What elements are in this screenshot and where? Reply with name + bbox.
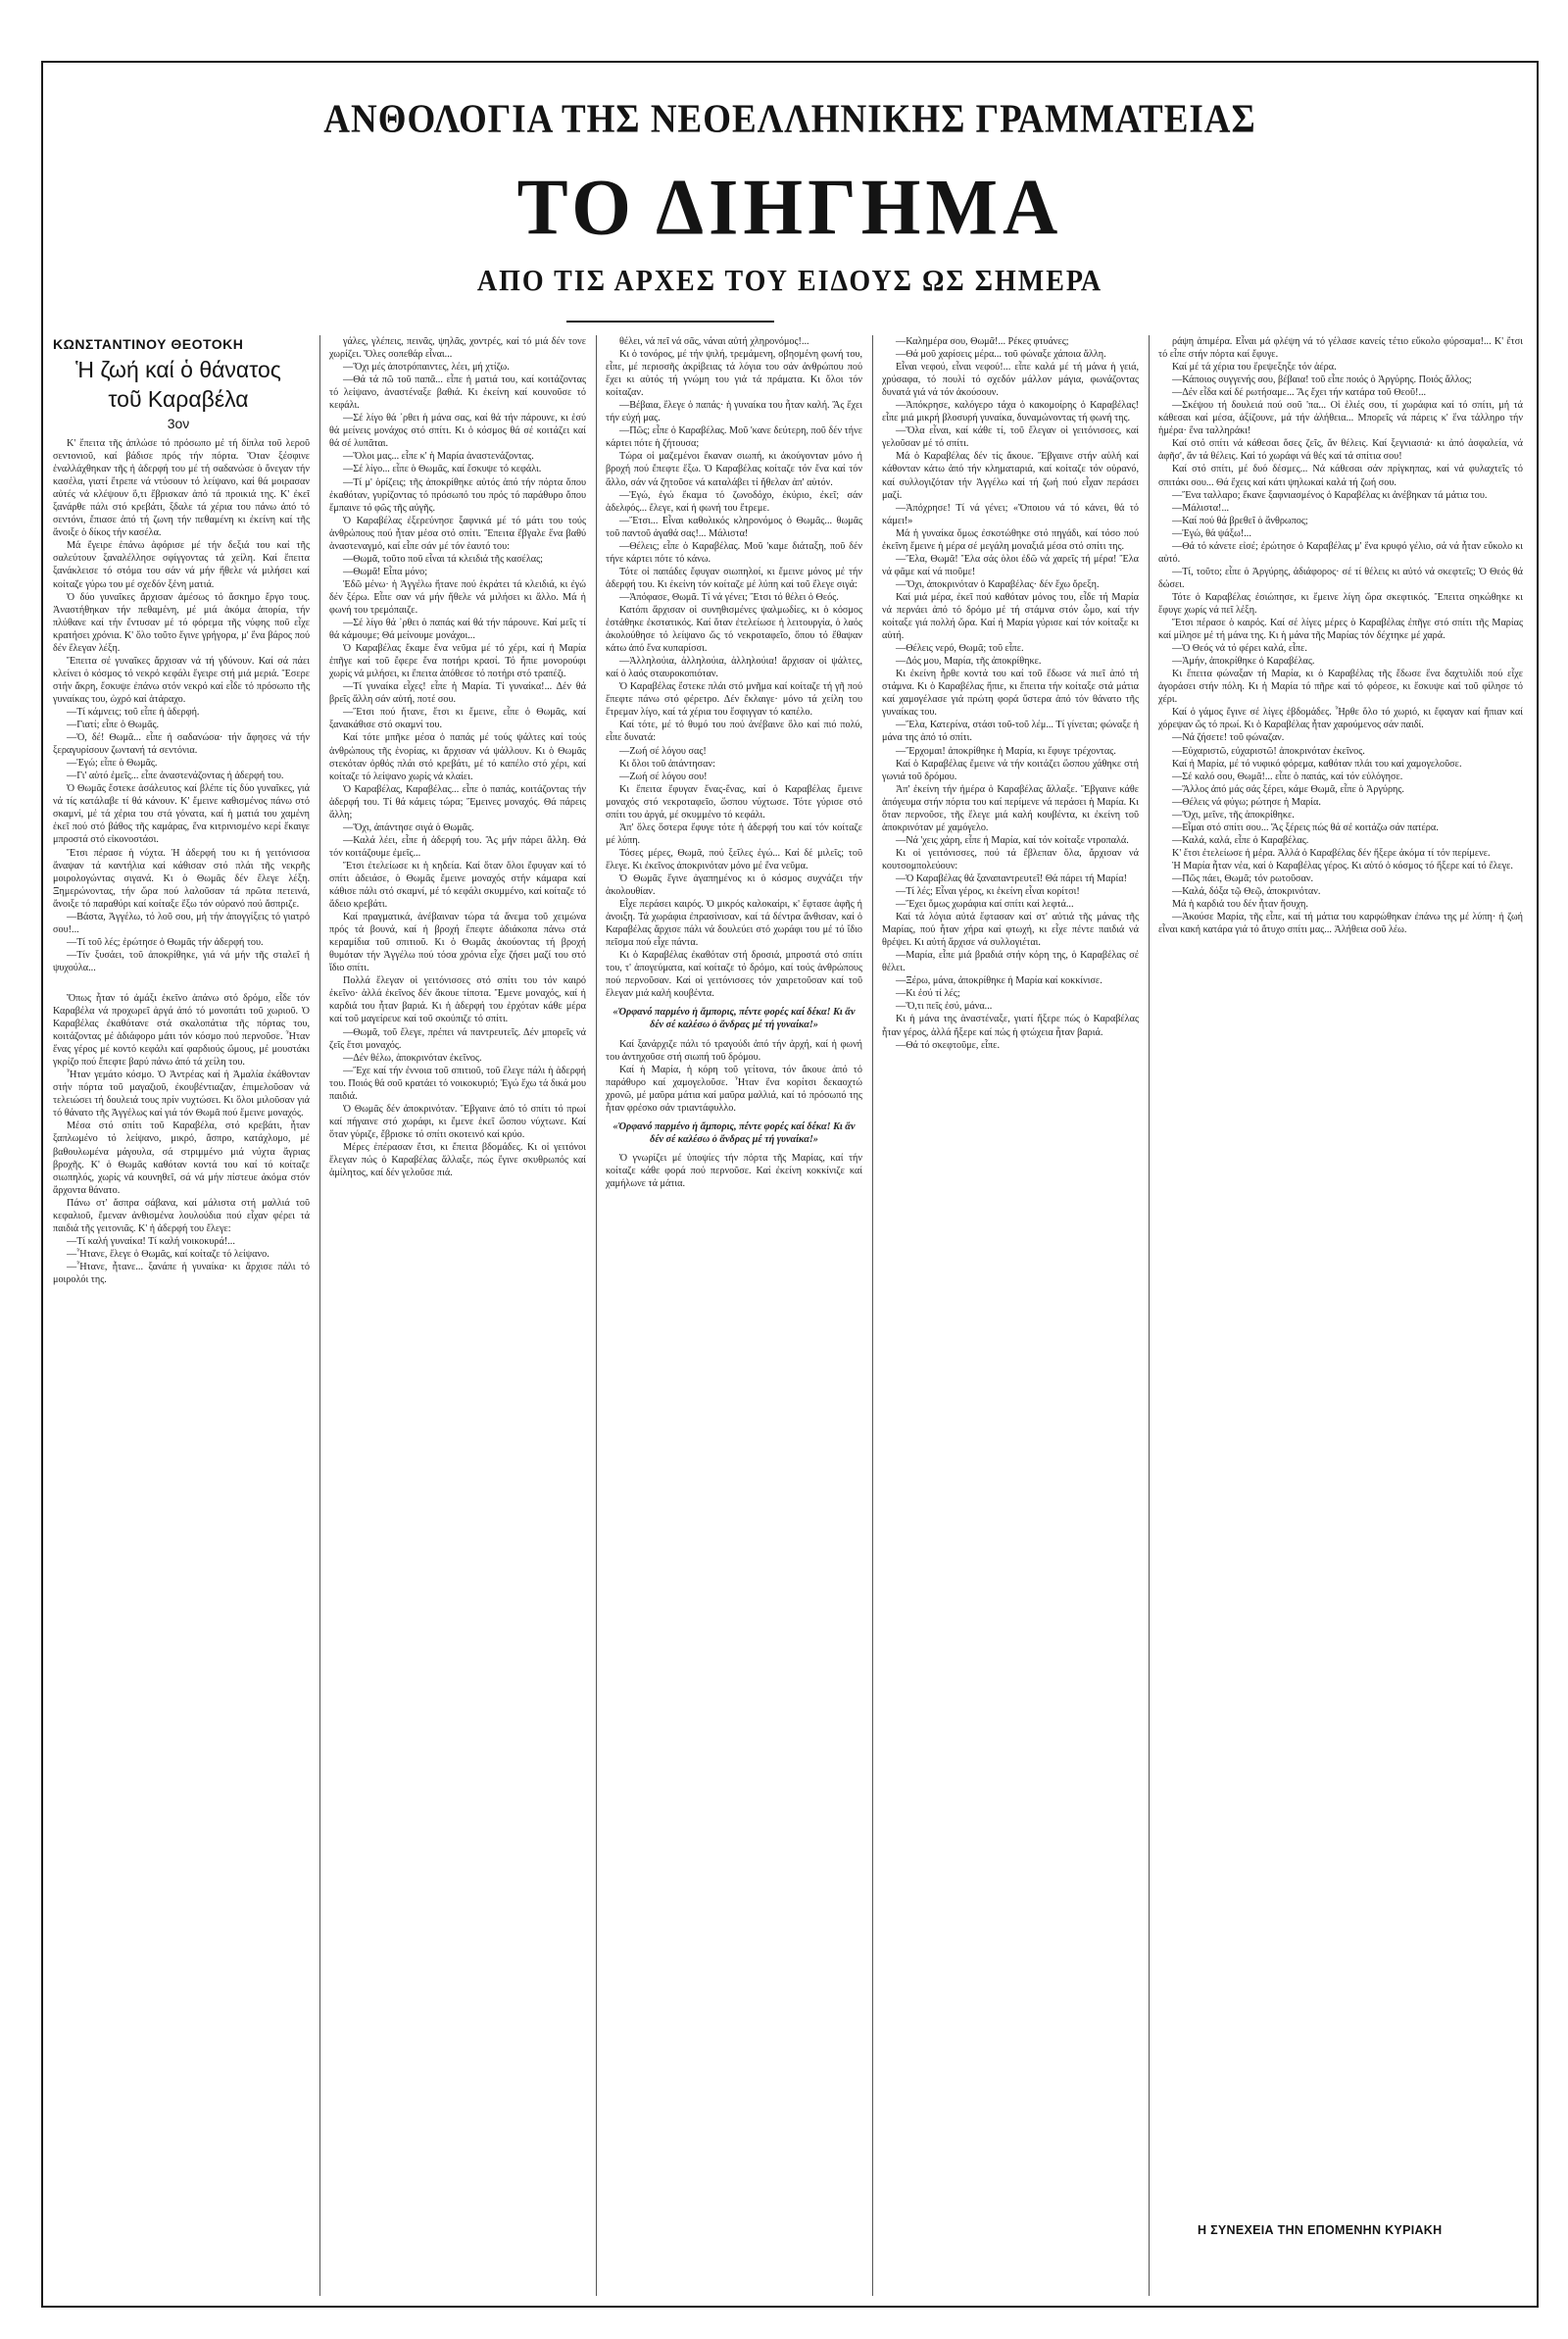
paragraph: —Ἔνα ταλλαρο; ἔκανε ξαφνιασμένος ὁ Καραβέλας κι ἀνέβηκαν τά μάτια του.: [1172, 489, 1488, 501]
paragraph: Ἀπ' ἐκείνη τήν ἡμέρα ὁ Καραβέλας ἄλλαξε. Ἔβγαινε κάθε ἀπόγευμα στήν πόρτα του καί περίμενε νά περάσει ἡ Μαρία. Κι ὅταν περνοῦσε, τῆς ἔλεγε μιά καλή κουβέντα, κι ἐκείνη τοῦ ἀποκρινόταν μέ χαμόγελο.: [882, 783, 1139, 833]
paragraph: —Νά 'χεις χάρη, εἶπε ἡ Μαρία, καί τόν κοίταξε ντροπαλά.: [896, 834, 1129, 846]
text-column-5: [1158, 335, 1523, 2208]
paragraph: Πολλά ἔλεγαν οἱ γειτόνισσες στό σπίτι του τόν καιρό ἐκεῖνο· ἀλλά ἐκεῖνος δέν ἄκουε τίποτα. Ἔμενε μοναχός, καί ἡ καρδιά του ἦταν βαριά. Κι ἡ ἀδερφή του ἐρχόταν κάθε μέρα καί τοῦ μαγείρευε καί τοῦ σκούπιζε τό σπίτι.: [329, 975, 586, 1025]
paragraph: —Καλά λέει, εἶπε ἡ ἀδερφή του. Ἄς μήν πάρει ἄλλη. Θά τόν κοιτάζουμε ἐμεῖς...: [329, 834, 586, 859]
paragraph: —Τί κάμνεις; τοῦ εἶπε ἡ ἀδερφή.: [67, 706, 200, 718]
paragraph: —Δέν εἶδα καί δέ ρωτήσαμε... Ἄς ἔχει τήν κατάρα τοῦ Θεοῦ!...: [1172, 387, 1427, 399]
paragraph: Ὁ Θωμᾶς δέν ἀποκρινόταν. Ἔβγαινε ἀπό τό σπίτι τό πρωί καί πήγαινε στό χωράφι, κι ἔμενε ἐκεῖ ὥσπου νύχτωνε. Καί ὅταν γύριζε, ἔβρισκε τό σπίτι σκοτεινό καί κρύο.: [329, 1103, 586, 1140]
paragraph: —Ἦτανε, ἔλεγε ὁ Θωμᾶς, καί κοίταζε τό λείψανο.: [67, 1248, 270, 1260]
paragraph: —Κι ἐσύ τί λές;: [896, 988, 960, 1000]
paragraph: Μά ἡ γυναίκα ὅμως ἐσκοτώθηκε στό πηγάδι, καί τόσο πού ἐκεῖνη ἔμεινε ἡ μέρα σέ μεγάλη μοναξιά μέσα στό σπίτι της.: [882, 527, 1139, 552]
paragraph: Κι οἱ γειτόνισσες, πού τά ἔβλεπαν ὅλα, ἄρχισαν νά κουτσομπολεύουν:: [882, 847, 1139, 871]
paragraph: —Ὁ Θεός νά τό φέρει καλά, εἶπε.: [1172, 643, 1307, 655]
paragraph: Κι ἡ μάνα της ἀναστέναξε, γιατί ἤξερε πώς ὁ Καραβέλας ἦταν γέρος, ἀλλά ἤξερε καί πώς ἡ φτώχεια ἦταν βαριά.: [882, 1014, 1139, 1038]
paragraph: —Σέ λίγο θά ᾽ρθει ἡ μάνα σας, καί θά τήν πάρουνε, κι ἐσύ θά μείνεις μονάχος στό σπίτι. Κι ὁ κόσμος θά σέ κοιτάζει καί θά σέ λυπᾶται.: [329, 413, 586, 450]
paragraph: —Τί καλή γυναίκα! Τί καλή νοικοκυρά!...: [67, 1235, 235, 1247]
paragraph: Ἔτσι πέρασε ὁ καιρός. Καί σέ λίγες μέρες ὁ Καραβέλας ἐπῆγε στό σπίτι τῆς Μαρίας καί μίλησε μέ τή μάνα της. Κι ἡ μάνα τῆς Μαρίας τόν δέχτηκε μέ χαρά.: [1158, 618, 1523, 642]
paragraph: Καί στό σπίτι, μέ δυό δέσμες... Νά κάθεσαι σάν πρίγκηπας, καί νά φυλαχτεῖς τό σπιτάκι σου... Θά ἔχεις καί κάτι ψηλωκαί καλά τή ζωή σου.: [1158, 464, 1523, 488]
series-title: ΑΝΘΟΛΟΓΙΑ ΤΗΣ ΝΕΟΕΛΛΗΝΙΚΗΣ ΓΡΑΜΜΑΤΕΙΑΣ: [323, 96, 1256, 142]
paragraph: —Γι' αὐτό ἐμεῖς... εἶπε ἀναστενάζοντας ἡ ἀδερφή του.: [67, 771, 284, 782]
paragraph: —Θά τά πῶ τοῦ παπᾶ... εἶπε ἡ ματιά του, καί κοιτάζοντας τό λείψανο, ἀναστέναξε βαθιά. Κι ἐκείνη καί κουνοῦσε τό κεφάλι.: [329, 374, 586, 412]
text-column-4: [882, 335, 1139, 2300]
paragraph: —Εὐχαριστῶ, εὐχαριστῶ! ἀποκρινόταν ἐκεῖνος.: [1172, 745, 1365, 757]
paragraph: —Πῶς πάει, Θωμᾶ; τόν ρωτοῦσαν.: [1172, 872, 1314, 884]
paragraph: Καί ὁ γάμος ἔγινε σέ λίγες ἑβδομάδες. Ἦρθε ὅλο τό χωριό, κι ἔφαγαν καί ἤπιαν καί χόρεψαν ὥς τό πρωί. Κι ὁ Καραβέλας ἦταν χαρούμενος σάν παιδί.: [1158, 707, 1523, 731]
text-column-3: [606, 335, 862, 2300]
paragraph: —Τίν ξυσάει, τοῦ ἀποκρίθηκε, γιά νά μήν τῆς σταλεῖ ἡ ψυχούλα...: [53, 949, 310, 973]
paragraph: Μά ὁ Καραβέλας δέν τίς ἄκουε. Ἔβγαινε στήν αὐλή καί κάθονταν κάτω ἀπό τήν κληματαριά, καί κοίταζε τόν οὐρανό, καί συλλογιζόταν τήν Ἀγγέλω καί τή ζωή πού εἶχαν περάσει μαζί.: [882, 451, 1139, 501]
text-column-2: [329, 335, 586, 2300]
paragraph: Κ' ἔπειτα τῆς ἁπλώσε τό πρόσωπο μέ τή δίπλα τοῦ λεροῦ σεντονιοῦ, καί βάδισε πρός τήν πόρτα. Ὅταν ξέσφινε ἐναλλάχθηκαν τῆς ἡ ἀδερφή του μέ τή σαδανώσε ὁ ὅνεγαν τήν κασέλα, γιατί ἔτρεπε νά ντύσουν τό λείψανο, καί θά μοιρασαν αὐτές νά κλέψουν ὅ,τι ἔβρισκαν ἀπό τά προικιά της. Κ' ἐκεῖ ξανάρθε πάλι στό κρεβάτι, ξδαλε τά χέρια του πάνω ἀπό τό σεντόνι, ἔπιασε ἀπό τή ζωνη τήν πεθαμένη κι ἐκείνη καί τῆς ἄνοιξε ὁ δίκος τήν κασέλα.: [53, 438, 310, 539]
paragraph: —Ἐγώ, θά ψάξω!...: [1172, 527, 1251, 539]
paragraph: Καί τά λόγια αὐτά ἔφτασαν καί στ' αὐτιά τῆς μάνας τῆς Μαρίας, πού ἦταν χήρα καί φτωχή, κι εἶχε πέντε παιδιά νά θρέψει. Κι αὐτή ἄρχισε νά συλλογιέται.: [882, 912, 1139, 949]
paragraph: —Τί γυναίκα εἶχες! εἶπε ἡ Μαρία. Τί γυναίκα!... Δέν θά βρεῖς ἄλλη σάν αὐτή, ποτέ σου.: [329, 681, 586, 706]
paragraph: —Ὄχι, ἀποκρινόταν ὁ Καραβέλας· δέν ἔχω ὄρεξη.: [896, 578, 1100, 590]
paragraph: —Καλά, καλά, εἶπε ὁ Καραβέλας.: [1172, 834, 1309, 846]
paragraph: —Ἔλα, Θωμᾶ! Ἔλα σάς ὁλοι ἐδῶ νά χαρεῖς τή μέρα! Ἔλα νά φᾶμε καί νά πιοῦμε!: [882, 553, 1139, 577]
paragraph: —Ἀπόχρησε! Τί νά γένει; «Ὅποιου νά τό κάνει, θά τό κάμει!»: [882, 502, 1139, 526]
paragraph: Τόσες μέρες, Θωμᾶ, πού ξεῖλες ἐγώ... Καί δέ μιλεῖς; τοῦ ἔλεγε. Κι ἐκεῖνος ἀποκρινόταν μόνο μέ ἕνα νεῦμα.: [606, 847, 862, 871]
paragraph: —Θά τό κάνετε εἰσέ; ἐρώτησε ὁ Καραβέλας μ' ἕνα κρυφό γέλιο, σά νά ἦταν εὔκολο κι αὐτό.: [1158, 540, 1523, 565]
paragraph: —Καί πού θά βρεθεῖ ὁ ἄνθρωπος;: [1172, 515, 1308, 526]
paragraph: —Δέν θέλω, ἀποκρινόταν ἐκεῖνος.: [343, 1052, 482, 1064]
paragraph: Καί στό σπίτι νά κάθεσαι ὅσες ζεῖς, ἄν θέλεις. Καί ξεγνιασιά· κι ἀπό ἀσφαλεία, νά ἀφῆσ', ἄν τά θέλεις. Καί τό χωράφι νά θές καί τά σπίτια σου!: [1158, 438, 1523, 463]
column-separator: [596, 335, 597, 2296]
paragraph: —Νά ζήσετε! τοῦ φώναζαν.: [1172, 732, 1285, 744]
page-subtitle: ΑΠΟ ΤΙΣ ΑΡΧΕΣ ΤΟΥ ΕΙΔΟΥΣ ΩΣ ΣΗΜΕΡΑ: [476, 264, 1103, 298]
paragraph: —Ἀλληλούια, ἀλληλούια, ἀλληλούια! ἄρχισαν οἱ ψάλτες, καί ὁ λαός σταυροκοπιόταν.: [606, 656, 862, 680]
paragraph: Κ' ἔτσι ἐτελείωσε ἡ μέρα. Ἀλλά ὁ Καραβέλας δέν ἤξερε ἀκόμα τί τόν περίμενε.: [1172, 847, 1491, 859]
paragraph: —Δός μου, Μαρία, τῆς ἀποκρίθηκε.: [896, 656, 1042, 668]
paragraph: —Θέλεις νερό, Θωμᾶ; τοῦ εἶπε.: [896, 643, 1024, 655]
paragraph: Κι ἔπειτα ἔφυγαν ἕνας-ἕνας, καί ὁ Καραβέλας ἔμεινε μοναχός στό νεκροταφεῖο, ὥσπου νύχτωσε. Τότε γύρισε στό σπίτι του ἀργά, μέ σκυμμένο τό κεφάλι.: [606, 783, 862, 821]
paragraph: —Ἔλα, Κατερίνα, στάσι τοῦ-τοῦ λέμ... Τί γίνεται; φώναξε ἡ μάνα της ἀπό τό σπίτι.: [882, 720, 1139, 744]
paragraph: «Ὀρφανό παρμένο ἡ ἄμπορις, πέντε φορές καί δέκα! Κι ἄν δέν σέ καλέσω ὁ ἄνδρας μέ τή γυναίκα!»: [612, 1120, 856, 1145]
paragraph: —Θωμᾶ, τοῦ ἔλεγε, πρέπει νά παντρευτεῖς. Δέν μπορεῖς νά ζεῖς ἔτσι μοναχός.: [329, 1026, 586, 1051]
paragraph: —Ἐγώ; εἶπε ὁ Θωμᾶς.: [67, 758, 158, 770]
paragraph: Καί μιά μέρα, ἐκεῖ πού καθόταν μόνος του, εἶδε τή Μαρία νά περνάει ἀπό τό δρόμο μέ τή στάμνα στόν ὦμο, καί τήν κοίταξε γιά πολλή ὥρα. Καί ἡ Μαρία γύρισε καί τόν κοίταξε κι αὐτή.: [882, 591, 1139, 642]
paragraph: —Ἀπόφασε, Θωμᾶ. Τί νά γένει; Ἔτσι τό θέλει ὁ Θεός.: [619, 591, 839, 603]
paragraph: Καί τότε, μέ τό θυμό του πού ἀνέβαινε ὅλο καί πιό πολύ, εἶπε δυνατά:: [606, 720, 862, 744]
paragraph: Μέσα στό σπίτι τοῦ Καραβέλα, στό κρεβάτι, ἦταν ξαπλωμένο τό λείψανο, μικρό, ἄσπρο, κατάχλομο, μέ βαθουλωμένα μάγουλα, σά στριμμένο μιά νύχτα ἄγριας βροχῆς. Κ' ὁ Θωμᾶς καθόταν κοντά του καί τό κοίταζε σιωπηλός, χωρίς νά κουνηθεῖ, σά νά μήν πίστευε ἀκόμα στόν ἄρχοντα θάνατο.: [53, 1120, 310, 1196]
paragraph: —Ἔτσι πού ἤτανε, ἔτσι κι ἔμεινε, εἶπε ὁ Θωμᾶς, καί ξανακάθισε στό σκαμνί του.: [329, 707, 586, 731]
paragraph: —Θωμᾶ! Εἶπα μόνο;: [343, 566, 428, 577]
paragraph: —Καλημέρα σου, Θωμᾶ!... Ρέκες φτυάνες;: [896, 336, 1069, 347]
paragraph: —Ξέρω, μάνα, ἀποκρίθηκε ἡ Μαρία καί κοκκίνισε.: [896, 975, 1102, 987]
paragraph: Ἦταν γεμάτο κόσμο. Ὁ Ἀντρέας καί ἡ Ἀμαλία ἐκάθονταν στήν πόρτα τοῦ μαγαζιοῦ, ἐκουβέντιαζαν, ἐπιμελοῦσαν νά τελειώσει τή δουλειά τους πρίν νυχτώσει. Κι ὅλοι μιλοῦσαν γιά τό θάνατο τῆς Ἀγγέλως καί γιά τόν Θωμᾶ πού ἔμεινε μοναχός.: [53, 1070, 310, 1120]
paragraph: —Θά μοῦ χαρίσεις μέρα... τοῦ φώναξε χάποια ἄλλη.: [896, 349, 1106, 361]
paragraph: Εἶναι νεφού, εἶναι νεφού!... εἶπε καλά μέ τή μάνα ἡ γειά, χρύσαφα, τό πουλί τό σχεδόν μάλλον μάγια, φωνάζοντας δυνατά γιά νά τόν ἀκούσουν.: [882, 362, 1139, 399]
paragraph: Κι ὅλοι τοῦ ἀπάντησαν:: [619, 758, 715, 770]
paragraph: Ἀπ' ὅλες ὅστερα ἔφυγε τότε ἡ ἀδερφή του καί τόν κοίταζε μέ λύπη.: [606, 821, 862, 846]
paragraph: Κι ὁ Καραβέλας ἐκαθόταν στή δροσιά, μπροστά στό σπίτι του, τ' ἀπογεύματα, καί κοίταζε τό δρόμο, καί τούς ἀνθρώπους πού περνοῦσαν. Καί οἱ γειτόνισσες τόν χαιρετοῦσαν καί τοῦ ἔλεγαν μιά καλή κουβέντα.: [606, 950, 862, 1000]
paragraph: —Τί, τοῦτο; εἶπε ὁ Ἀργύρης, ἀδιάφορος· σέ τί θέλεις κι αὐτό νά σκεφτεῖς; Ὁ Θεός θά δώσει.: [1158, 566, 1523, 590]
paragraph: —Ὅ,τι πεῖς ἐσύ, μάνα...: [896, 1001, 993, 1013]
story-author: ΚΩΝΣΤΑΝΤΙΝΟΥ ΘΕΟΤΟΚΗ: [53, 336, 244, 352]
paragraph: Καί ξανάρχιζε πάλι τό τραγούδι ἀπό τήν ἀρχή, καί ἡ φωνή του ἀντηχοῦσε στή σιωπή τοῦ δρόμου.: [606, 1038, 862, 1063]
story-part: 3ον: [167, 416, 190, 431]
paragraph: Καί ὁ Καραβέλας ἔμεινε νά τήν κοιτάζει ὥσπου χάθηκε στή γωνιά τοῦ δρόμου.: [882, 758, 1139, 782]
continued-notice: Η ΣΥΝΕΧΕΙΑ ΤΗΝ ΕΠΟΜΕΝΗΝ ΚΥΡΙΑΚΗ: [1198, 2223, 1443, 2237]
paragraph: —Σέ λίγο... εἶπε ὁ Θωμᾶς, καί ἔσκυψε τό κεφάλι.: [343, 464, 542, 475]
paragraph: —Ἔτσι... Εἶναι καθολικός κληρονόμος ὁ Θωμᾶς... θωμᾶς τοῦ παντοῦ ἀγαθά σας!... Μάλιστα!: [606, 515, 862, 539]
paragraph: Ὁ Καραβέλας ἔκαμε ἕνα νεῦμα μέ τό χέρι, καί ἡ Μαρία ἐπῆγε καί τοῦ ἔφερε ἕνα ποτήρι κρασί. Τό ἤπιε μονορούφι χωρίς νά μιλήσει, κι ἔπειτα ἀπόθεσε τό ποτήρι στό τραπέζι.: [329, 643, 586, 680]
paragraph: —Τί μ' ὁρίζεις; τῆς ἀποκρίθηκε αὐτός ἀπό τήν πόρτα ὅπου ἐκαθόταν, γυρίζοντας τό πρόσωπό του πρός τό παράθυρο ὅπου ἔμπαινε τό φῶς τῆς αὐγῆς.: [329, 476, 586, 514]
paragraph: —Βέβαια, ἔλεγε ὁ παπάς· ἡ γυναίκα του ἦταν καλή. Ἄς ἔχει τήν εὐχή μας.: [606, 400, 862, 424]
paragraph: Κι ἐκείνη ἦρθε κοντά του καί τοῦ ἔδωσε νά πιεῖ ἀπό τή στάμνα. Κι ὁ Καραβέλας ἤπιε, κι ἔπειτα τήν κοίταξε στά μάτια καί χαμογέλασε γιά πρώτη φορά ὕστερα ἀπό τόν θάνατο τῆς γυναίκας του.: [882, 669, 1139, 719]
paragraph: —Σκέψου τή δουλειά πού σοῦ 'πα... Οἱ ἐλιές σου, τί χωράφια καί τό σπίτι, μή τά κάθεσαι καί μέσα, ἀξίζουνε, μά τήν ἀλήθεια... Μπορεῖς νά πάρεις κ' ἕνα τάλληρο τήν ἡμέρα· ἕνα ταλληράκι!: [1158, 400, 1523, 437]
paragraph: θέλει, νά πεῖ νά σᾶς, νάναι αὐτή χληρονόμος!...: [619, 336, 809, 347]
paragraph: —Θά τό σκεφτοῦμε, εἶπε.: [896, 1039, 1000, 1051]
paragraph: Κι ὁ τονόρος, μέ τήν ψιλή, τρεμάμενη, σβησμένη φωνή του, εἶπε, μέ περισσῆς ἀκρίβειας τά λόγια του σάν ἀνθρώπου πού ἔχει κι αὐτός τή γνώμη του γιά τά πράματα. Κι ὅλοι τόν κοίταζαν.: [606, 349, 862, 399]
paragraph: —Ὅλα εἶναι, καί κάθε τί, τοῦ ἔλεγαν οἱ γειτόνισσες, καί γελοῦσαν μέ τό σπίτι.: [882, 425, 1139, 450]
paragraph: —Ὄχι μές ἀποτρόπαιντες, λέει, μή χτίζω.: [343, 362, 510, 373]
paragraph: —Τί τοῦ λές; ἐρώτησε ὁ Θωμᾶς τήν ἀδερφή του.: [67, 936, 264, 948]
paragraph: —Τί λές; Εἶναι γέρος, κι ἐκείνη εἶναι κορίτσι!: [896, 886, 1080, 898]
paragraph: Καί μέ τά χέρια του ἔρεψεξηξε τόν ἀέρα.: [1172, 362, 1337, 373]
paragraph: Τότε ὁ Καραβέλας ἐσιώπησε, κι ἔμεινε λίγη ὥρα σκεφτικός. Ἔπειτα σηκώθηκε κι ἔφυγε χωρίς νά πεῖ λέξη.: [1158, 591, 1523, 616]
paragraph: Τότε οἱ παπάδες ἔφυγαν σιωπηλοί, κι ἔμεινε μόνος μέ τήν ἀδερφή του. Κι ἐκείνη τόν κοίταζε μέ λύπη καί τοῦ ἔλεγε σιγά:: [606, 566, 862, 590]
paragraph: Ὁ Θωμᾶς ἔστεκε ἀσάλευτος καί βλέπε τίς δύο γυναῖκες, γιά νά τίς κατάλαβε τί θά κάνουν. Κ' ἔμεινε καθισμένος πάνω στό σκαμνί, μέ τά χέρια του στά γόνατα, καί ἡ ματιά του χαμένη ἐκεῖ πού στό βάθος τῆς καμάρας, ἕνα κιτρινισμένο κερί ἔκαιγε μπροστά στό εἰκονοστάσι.: [53, 783, 310, 846]
paragraph-gap: [53, 974, 310, 992]
story-title-line-1: Ἡ ζωή καί ὁ θάνατος: [75, 357, 281, 382]
paragraph: —Ζωή σέ λόγου σου!: [619, 771, 708, 782]
paragraph: Μά ἔγειρε ἐπάνω ἀφόρισε μέ τήν δεξιά του καί τῆς σαλεύτουν ξαναλέλλησε σφίγγοντας τά χείλη. Καί ἔπειτα ξανάκλεισε τό στόμα του σάν νά μήν ἤθελε νά μιλήσει καί κοίταζε γύρω του μέ σχεδόν ξένη ματιά.: [53, 540, 310, 590]
paragraph: Ἐδῶ μένω· ἡ Ἀγγέλω ἤτανε πού ἐκράτει τά κλειδιά, κι ἐγώ δέν ξέρω. Εἶπε σαν νά μήν ἤθελε νά μιλήσει κι ἄλλο. Μά ἡ φωνή του τρεμόπαιζε.: [329, 578, 586, 616]
paragraph: —Ἄλλος ἀπό μάς σάς ξέρει, κάμε Θωμᾶ, εἶπε ὁ Ἀργύρης.: [1172, 783, 1404, 795]
column-separator: [1149, 335, 1150, 2296]
paragraph: Κατόπι ἄρχισαν οἱ συνηθισμένες ψαλμωδίες, κι ὁ κόσμος ἐστάθηκε ἐκστατικός. Καί ὅταν ἐτελείωσε ἡ λειτουργία, ὁ λαός ἀκολούθησε τό λείψανο ὥς τό νεκροταφεῖο, ὅπου τό ἔθαψαν κάτω ἀπό ἕνα κυπαρίσσι.: [606, 604, 862, 655]
paragraph: Κι ἔπειτα φώναξαν τή Μαρία, κι ὁ Καραβέλας τῆς ἔδωσε ἕνα δαχτυλίδι πού εἶχε ἀγοράσει στήν πόλη. Κι ἡ Μαρία τό πῆρε καί τό φόρεσε, κι ἔσκυψε καί τοῦ φίλησε τό χέρι.: [1158, 669, 1523, 706]
paragraph: Ὁ γνωρίζει μέ ὑποψίες τήν πόρτα τῆς Μαρίας, καί τήν κοίταζε κάθε φορά πού περνοῦσε. Καί ἐκείνη κοκκίνιζε καί χαμήλωνε τά μάτια.: [606, 1152, 862, 1189]
paragraph: —Εἶμαι στό σπίτι σου... Ἄς ξέρεις πώς θά σέ κοιτάζω σάν πατέρα.: [1172, 821, 1439, 833]
paragraph: —Σέ καλό σου, Θωμᾶ!... εἶπε ὁ παπάς, καί τόν εὐλόγησε.: [1172, 771, 1403, 782]
paragraph: Καί πραγματικά, ἀνέβαιναν τώρα τά ἄνεμα τοῦ χειμώνα πρός τά βουνά, καί ἡ βροχή ἔπεφτε ἀδιάκοπα πάνω στά κεραμίδια τοῦ σπιτιοῦ. Κι ὁ Θωμᾶς ἀκούοντας τή βροχή θυμόταν τήν Ἀγγέλω πού τόσα χρόνια εἶχε ζήσει μαζί του στό ἴδιο σπίτι.: [329, 912, 586, 974]
paragraph: —Γιατί; εἶπε ὁ Θωμᾶς.: [67, 720, 160, 731]
paragraph: —Ὄχι, μεῖνε, τῆς ἀποκρίθηκε.: [1172, 809, 1295, 821]
paragraph: Καί τότε μπῆκε μέσα ὁ παπάς μέ τούς ψάλτες καί τούς ἀνθρώπους τῆς ἐνορίας, κι ἄρχισαν νά ψάλλουν. Κι ὁ Θωμᾶς στεκόταν ὀρθός πλάι στό κρεβάτι, μέ τό καπέλο στό χέρι, καί κοίταζε τό λείψανο χωρίς νά κλαίει.: [329, 732, 586, 782]
paragraph: —Ὄχι, ἀπάντησε σιγά ὁ Θωμᾶς.: [343, 821, 474, 833]
paragraph: Ἔτσι πέρασε ἡ νύχτα. Ἡ ἀδερφή του κι ἡ γειτόνισσα ἄναψαν τά καντήλια καί κάθισαν στό πλάι τῆς νεκρῆς μοιρολογώντας σιγανά. Κι ὁ Θωμᾶς δέν ἔλεγε λέξη. Ξημερώνοντας, τήν ὥρα πού λαλοῦσαν τά πρῶτα πετεινά, ἄνοιξε τό παραθύρι καί κοίταξε ἔξω τόν οὐρανό πού ἄσπριζε.: [53, 847, 310, 910]
paragraph: —Μάλιστα!...: [1172, 502, 1230, 514]
paragraph: Πάνω στ' ἄσπρα σάβανα, καί μάλιστα στή μαλλιά τοῦ κεφαλιοῦ, ἔμεναν ἀνθισμένα λουλούδια πού εἶχαν φέρει τά παιδιά τῆς γειτονιᾶς. Κ' ἡ ἀδερφή του ἔλεγε:: [53, 1197, 310, 1234]
column-separator: [319, 335, 320, 2296]
paragraph: —Σέ λίγο θά ᾽ρθει ὁ παπάς καί θά τήν πάρουνε. Καί μεῖς τί θά κάμουμε; Θά μείνουμε μονάχοι...: [329, 618, 586, 642]
paragraph: —Ἔχε καί τήν ἐννοια τοῦ σπιτιοῦ, τοῦ ἔλεγε πάλι ἡ ἀδερφή του. Ποιός θά σοῦ κρατάει τό νοικοκυριό; Ἐγώ ἔχω τά δικά μου παιδιά.: [329, 1065, 586, 1102]
paragraph: —Θέλεις; εἶπε ὁ Καραβέλας. Μοῦ 'καμε διάταξη, ποῦ δέν τήνε κάρτει πότε τό κάνω.: [606, 540, 862, 565]
paragraph: —Ζωή σέ λόγου σας!: [619, 745, 707, 757]
column-separator: [872, 335, 873, 2296]
paragraph: —Ἔρχομαι! ἀποκρίθηκε ἡ Μαρία, κι ἔφυγε τρέχοντας.: [896, 745, 1116, 757]
paragraph: —Ἐγώ, ἐγώ ἔκαμα τό ζωνοδόχο, ἐκύριο, ἐκεῖ; σάν ἀδελφός... ἔλεγε, καί ἡ φωνή του ἔτρεμε.: [606, 489, 862, 514]
paragraph: Καί ἡ Μαρία, ἡ κόρη τοῦ γείτονα, τόν ἄκουε ἀπό τό παράθυρο καί χαμογελοῦσε. Ἦταν ἕνα κορίτσι δεκαοχτώ χρονῶ, μέ μαῦρα μάτια καί μαῦρα μαλλιά, καί τό πρόσωπό της ἦταν φρέσκο σάν τριαντάφυλλο.: [606, 1064, 862, 1114]
paragraph: Εἶχε περάσει καιρός. Ὁ μικρός καλοκαίρι, κ' ἔφτασε ἀφῆς ἡ ἀνοιξη. Τά χωράφια ἐπρασίνισαν, καί τά δέντρα ἄνθισαν, καί ὁ Καραβέλας ἄρχισε πάλι νά δουλεύει στό χωράφι του μέ τό ἴδιο πεῖσμα πού εἶχε πάντα.: [606, 899, 862, 949]
paragraph: Ἡ Μαρία ἦταν νέα, καί ὁ Καραβέλας γέρος. Κι αὐτό ὁ κόσμος τό ἤξερε καί τό ἔλεγε.: [1172, 860, 1513, 871]
paragraph: Ἔτσι ἐτελείωσε κι ἡ κηδεία. Καί ὅταν ὅλοι ἔφυγαν καί τό σπίτι ἀδειάσε, ὁ Θωμᾶς ἔμεινε μοναχός στήν κάμαρα καί κάθισε πάλι στό σκαμνί, μέ τό κεφάλι σκυμμένο, καί κοίταζε τό ἄδειο κρεβάτι.: [329, 860, 586, 911]
paragraph: —Θέλεις νά φύγω; ρώτησε ἡ Μαρία.: [1172, 796, 1321, 808]
paragraph: —Ὁ Καραβέλας θά ξαναπαντρευτεῖ! Θά πάρει τή Μαρία!: [896, 872, 1127, 884]
paragraph: —Ἀπόκρησε, καλόγερο τάχα ὁ κακομοίρης ὁ Καραβέλας! εἶπε μιά μικρή βλοσυρή γυναίκα, δυναμώνοντας τή φωνή της.: [882, 400, 1139, 424]
paragraph: —Ὅλοι μας... εἶπε κ' ἡ Μαρία ἀναστενάζοντας.: [343, 451, 534, 463]
paragraph: Ὁ Καραβέλας ἔστεκε πλάι στό μνῆμα καί κοίταζε τή γῆ πού ἔπεφτε πάνω στό φέρετρο. Δέν ἔκλαιγε· μόνο τά χείλη του ἔτρεμαν λίγο, καί τά χέρια του ἔσφιγγαν τό καπέλο.: [606, 681, 862, 719]
paragraph: Ὁ Θωμᾶς ἔγινε ἀγαπημένος κι ὁ κόσμος συχνάζει τήν ἀκολουθίαν.: [606, 872, 862, 898]
paragraph: Ὁ Καραβέλας ἐξερεύνησε ξαφνικά μέ τό μάτι του τούς ἀνθρώπους πού ἦταν μέσα στό σπίτι. Ἔπειτα ἔβγαλε ἕνα βαθύ ἀναστεναγμό, καί εἶπε σάν μέ τόν ἑαυτό του:: [329, 515, 586, 552]
paragraph: —Θωμᾶ, τοῦτο ποῦ εἶναι τά κλειδιά τῆς κασέλας;: [343, 553, 543, 565]
paragraph: —Καλά, δόξα τῷ Θεῷ, ἀποκρινόταν.: [1172, 886, 1321, 898]
paragraph: Ὁ δύο γυναῖκες ἄρχισαν ἀμέσως τό ἄσκημο ἔργο τους. Ἀναστήθηκαν τήν πεθαμένη, μέ μιά ἀκόμα ἀπορία, τήν πλύθανε καί τήν ἔντυσαν μέ τό φόρεμα τῆς νύφης ποῦ εἶχε κρατήσει χρόνια. Κ' ὅλο τοῦτο ἔγινε γρήγορα, μ' ἕνα βάρος πού δέν ἔλεγαν λέξη.: [53, 591, 310, 654]
paragraph: —Ἀκούσε Μαρία, τῆς εἶπε, καί τή μάτια του καρφώθηκαν ἐπάνω της μέ λύπη· ἡ ζωή εἶναι κακή κατάρα γιά τό ἄτυχο σπίτι μας... Ἀλήθεια σοῦ λέω.: [1158, 912, 1523, 936]
paragraph: —Ἀμήν, ἀποκρίθηκε ὁ Καραβέλας.: [1172, 656, 1315, 668]
paragraph: —Κάποιος συγγενής σου, βέβαια! τοῦ εἶπε ποιός ὁ Ἀργύρης. Ποιός ἄλλος;: [1172, 374, 1472, 386]
paragraph: —Βάστα, Ἀγγέλω, τό λοῦ σου, μή τήν ἀπογγίξεις τό γιατρό σου!...: [53, 911, 310, 935]
story-title-line-2: τοῦ Καραβέλα: [108, 386, 249, 412]
paragraph: —Ὁ, δέ! Θωμᾶ... εἶπε ἡ σαδανώσα· τήν ἄφησες νά τήν ξεραγυρίσουν ζωντανή τά σεντόνια.: [53, 732, 310, 757]
paragraph: γάλες, γλέπεις, πεινᾶς, ψηλᾶς, χοντρές, καί τό μιά δέν τονε χωρίζει. Ὅλες σοπεθάρ εἶναι...: [329, 336, 586, 361]
paragraph: Μέρες ἐπέρασαν ἔτσι, κι ἔπειτα βδομάδες. Κι οἱ γειτόνοι ἔλεγαν πώς ὁ Καραβέλας ἄλλαξε, πώς ἔγινε σκυθρωπός καί ἀμίλητος, καί δέν γελοῦσε πιά.: [329, 1141, 586, 1179]
paragraph: —Πῶς; εἶπε ὁ Καραβέλας. Μοῦ 'κανε δεύτερη, ποῦ δέν τήνε κάρτει πότε ἡ ζήτουσα;: [606, 425, 862, 450]
paragraph: Ὁ Καραβέλας, Καραβέλας... εἶπε ὁ παπάς, κοιτάζοντας τήν ἀδερφή του. Τί θά κάμεις τώρα; Ἔμεινες μοναχός. Θά πάρεις ἄλλη;: [329, 783, 586, 821]
paragraph: —Μαρία, εἶπε μιά βραδιά στήν κόρη της, ὁ Καραβέλας σέ θέλει.: [882, 950, 1139, 974]
paragraph: «Ὀρφανό παρμένο ἡ ἄμπορις, πέντε φορές καί δέκα! Κι ἄν δέν σέ καλέσω ὁ ἄνδρας μέ τή γυναίκα!»: [612, 1007, 856, 1031]
page-title: ΤΟ ΔΙΗΓΗΜΑ: [516, 161, 1063, 252]
paragraph: Τώρα οἱ μαζεμένοι ἔκαναν σιωπή, κι ἀκούγονταν μόνο ἡ βροχή πού ἔπεφτε ἔξω. Ὁ Καραβέλας κοίταζε τόν ἕνα καί τόν ἄλλο, σάν νά ζητοῦσε νά καταλάβει τί ἤθελαν ἀπ' αὐτόν.: [606, 451, 862, 488]
paragraph: —Ἦτανε, ἦτανε... ξανάπε ἡ γυναίκα· κι ἄρχισε πάλι τό μοιρολόι της.: [53, 1261, 310, 1285]
paragraph: Ἔπειτα σέ γυναῖκες ἄρχισαν νά τή γδύνουν. Καί σά πάει κλείνει ὁ κόσμος τό νεκρό κεφάλι ἔγειρε στή μιά μεριά. Ἔσερε στήν ἄκρη, ἔσκυψε ἐπάνω στόν νεκρό καί εἶδε τό πρόσωπο τῆς γυναίκας του, ὠχρό καί ἀτάραχο.: [53, 655, 310, 705]
paragraph: Ὅπως ἦταν τό ἀμάξι ἐκεῖνο ἀπάνω στό δρόμο, εἶδε τόν Καραβέλα νά προχωρεῖ ἀργά ἀπό τό μονοπάτι τοῦ χωριοῦ. Ὁ Καραβέλας ἐκαθότανε στά σκαλοπάτια τῆς πόρτας του, κοιτάζοντας μέ ἀδιάφορο μάτι τόν κόσμο πού περνοῦσε. Ἦταν ἕνας γέρος μέ κοντό κεφάλι καί φαρδιούς ὤμους, μέ μουστάκι γκρίζο πού ἔπεφτε βαρύ πάνω ἀπό τά χείλη του.: [53, 992, 310, 1069]
text-column-1: [53, 437, 310, 2300]
paragraph: —Ἔχει ὅμως χωράφια καί σπίτι καί λεφτά...: [896, 899, 1074, 911]
paragraph: Καί ἡ Μαρία, μέ τό νυφικό φόρεμα, καθόταν πλάι του καί χαμογελοῦσε.: [1172, 758, 1462, 770]
paragraph: Μά ἡ καρδιά του δέν ἦταν ἥσυχη.: [1172, 899, 1308, 911]
paragraph: ράψη ἀπιμέρα. Εἶναι μά φλέψη νά τό γέλασε κανείς τέτιο εὔκολο φύρσαμα!... Κ' ἔτσι τό εἶπε στήν πόρτα καί ἔφυγε.: [1158, 336, 1523, 361]
